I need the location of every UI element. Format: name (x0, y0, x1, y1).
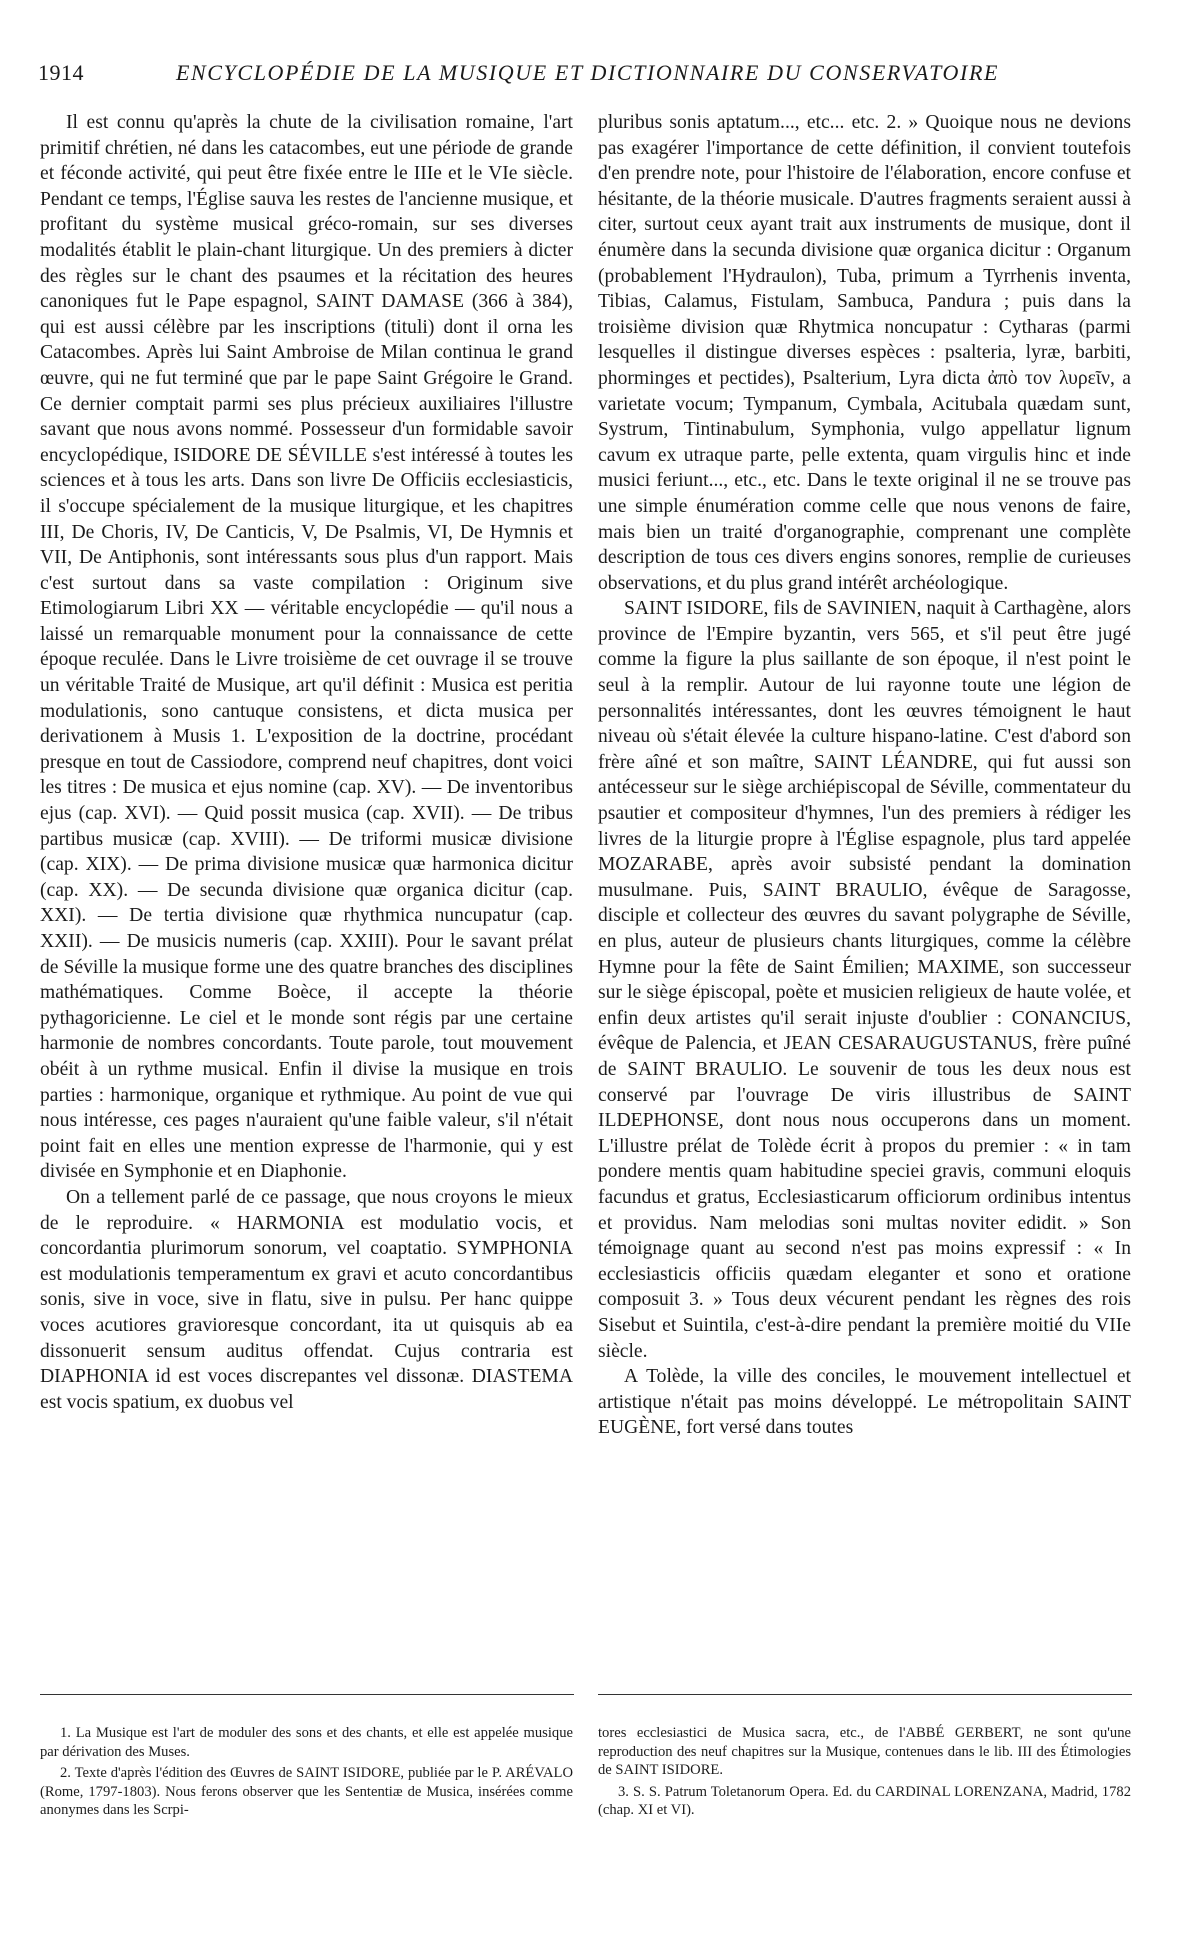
footnotes-left (40, 1724, 573, 1823)
page-number: 1914 (38, 60, 84, 85)
footnote: 3. S. S. Patrum Toletanorum Opera. Ed. du CARDINAL LORENZANA, Madrid, 1782 (chap. XI et VI). (598, 1783, 1131, 1819)
paragraph: Il est connu qu'après la chute de la civilisation romaine, l'art primitif chrétien, né dans les catacombes, eut une période de grande et féconde activité, qui peut être fixée entre le IIIe et le VIe siècle. Pendant ce temps, l'Église sauva les restes de l'ancienne musique, et profitant du système musical gréco-romain, sur ses diverses modalités établit le plain-chant liturgique. Un des premiers à dicter des règles sur le chant des psaumes et la récitation des heures canoniques fut le Pape espagnol, SAINT DAMASE (366 à 384), qui est aussi célèbre par les inscriptions (tituli) dont il orna les Catacombes. Après lui Saint Ambroise de Milan continua le grand œuvre, qui ne fut terminé que par le pape Saint Grégoire le Grand. Ce dernier comptait parmi ses plus précieux auxiliaires l'illustre savant que nous avons nommé. Possesseur d'un formidable savoir encyclopédique, ISIDORE DE SÉVILLE s'est intéressé à toutes les sciences et à tous les arts. Dans son livre De Officiis ecclesiasticis, il s'occupe spécialement de la musique liturgique, et les chapitres III, De Choris, IV, De Canticis, V, De Psalmis, VI, De Hymnis et VII, De Antiphonis, sont intéressants sous plus d'un rapport. Mais c'est surtout dans sa vaste compilation : Originum sive Etimologiarum Libri XX — véritable encyclopédie — qu'il nous a laissé un remarquable monument pour la connaissance de cette époque reculée. Dans le Livre troisième de cet ouvrage il se trouve un véritable Traité de Musique, art qu'il définit : Musica est peritia modulationis, sono cantuque consistens, et dicta musica per derivationem à Musis 1. L'exposition de la doctrine, procédant presque en tout de Cassiodore, comprend neuf chapitres, dont voici les titres : De musica et ejus nomine (cap. XV). — De inventoribus ejus (cap. XVI). — Quid possit musica (cap. XVII). — De tribus partibus musicæ (cap. XVIII). — De triformi musicæ divisione (cap. XIX). — De prima divisione musicæ quæ harmonica dicitur (cap. XX). — De secunda divisione quæ organica dicitur (cap. XXI). — De tertia divisione quæ rhythmica nuncupatur (cap. XXII). — De musicis numeris (cap. XXIII). Pour le savant prélat de Séville la musique forme une des quatre branches des disciplines mathématiques. Comme Boèce, il accepte la théorie pythagoricienne. Le ciel et le monde sont régis par une certaine harmonie de nombres concordants. Toute parole, tout mouvement obéit à un rythme musical. Enfin il divise la musique en trois parties : harmonique, organique et rythmique. Au point de vue qui nous intéresse, ces pages n'auraient qu'une faible valeur, s'il n'était point fait en elles une mention expresse de l'harmonie, qui y est divisée en Symphonie et en Diaphonie. (40, 112, 573, 1183)
footnote: 1. La Musique est l'art de moduler des sons et des chants, et elle est appelée musique par dérivation des Muses. (40, 1725, 573, 1760)
footnote-divider (40, 1694, 574, 1695)
footnote: 2. Texte d'après l'édition des Œuvres de SAINT ISIDORE, publiée par le P. ARÉVALO (Rome, 1797-1803). Nous ferons observer que les Sententiæ de Musica, insérées comme anonymes dans les Scrpi- (40, 1765, 573, 1819)
paragraph: pluribus sonis aptatum..., etc... etc. 2. » Quoique nous ne devions pas exagérer l'importance de cette définition, il convient toutefois d'en prendre note, pour l'histoire de l'élaboration, encore confuse et hésitante, de la théorie musicale. D'autres fragments seraient aussi à citer, surtout ceux ayant trait aux instruments de musique, dont il énumère dans la secunda divisione quæ organica dicitur : Organum (probablement l'Hydraulon), Tuba, primum a Tyrrhenis inventa, Tibias, Calamus, Fistulam, Sambuca, Pandura ; puis dans la troisième division quæ Rhytmica noncupatur : Cytharas (parmi lesquelles il distingue diverses espèces : psalteria, lyræ, barbiti, phorminges et pectides), Psalterium, Lyra dicta ἀπὸ τον λυρεῖν, a varietate vocum; Tympanum, Cymbala, Acitubala quædam sunt, Systrum, Tintinabulum, Symphonia, vulgo appellatur lignum cavum ex utraque parte, pelle extenta, quam virgulis hinc et inde musici feriunt..., etc., etc. Dans le texte original il ne se trouve pas une simple énumération comme celle que nous venons de faire, mais bien un traité d'organographie, comprenant une complète description de tous ces divers engins sonores, remplie de curieuses observations, et du plus grand intérêt archéologique. (598, 112, 1131, 594)
left-column (40, 110, 573, 1415)
paragraph: On a tellement parlé de ce passage, que nous croyons le mieux de le reproduire. « HARMONIA est modulatio vocis, et concordantia plurimorum sonorum, vel coaptatio. SYMPHONIA est modulationis temperamentum ex gravi et acuto concordantibus sonis, sive in voce, sive in flatu, sive in pulsu. Per hanc quippe voces acutiores gravioresque concordant, ita ut quisquis ab ea dissonuerit sensum auditus offendat. Cujus contraria est DIAPHONIA id est voces discrepantes vel dissonæ. DIASTEMA est vocis spatium, ex duobus vel (40, 1186, 573, 1413)
right-column (598, 110, 1131, 1441)
paragraph: A Tolède, la ville des conciles, le mouvement intellectuel et artistique n'était pas moins développé. Le métropolitain SAINT EUGÈNE, fort versé dans toutes (598, 1366, 1131, 1439)
footnote: tores ecclesiastici de Musica sacra, etc., de l'ABBÉ GERBERT, ne sont qu'une reproduction des neuf chapitres sur la Musique, contenues dans le lib. III des Étimologies de SAINT ISIDORE. (598, 1725, 1131, 1779)
running-title: ENCYCLOPÉDIE DE LA MUSIQUE ET DICTIONNAIRE DU CONSERVATOIRE (176, 60, 1000, 85)
footnotes-right (598, 1724, 1131, 1823)
footnote-divider (598, 1694, 1132, 1695)
paragraph: SAINT ISIDORE, fils de SAVINIEN, naquit à Carthagène, alors province de l'Empire byzantin, vers 565, et s'il peut être jugé comme la figure la plus saillante de son époque, il n'est point le seul à la remplir. Autour de lui rayonne toute une légion de personnalités intéressantes, dont les œuvres témoignent le haut niveau où s'était élevée la culture hispano-latine. C'est d'abord son frère aîné et son maître, SAINT LÉANDRE, qui fut aussi son antécesseur sur le siège archiépiscopal de Séville, commentateur du psautier et compositeur d'hymnes, l'un des premiers à rédiger les livres de la liturgie propre à l'Église espagnole, plus tard appelée MOZARABE, après avoir subsisté pendant la domination musulmane. Puis, SAINT BRAULIO, évêque de Saragosse, disciple et collecteur des œuvres du savant polygraphe de Séville, en plus, auteur de plusieurs chants liturgiques, comme la célèbre Hymne pour la fête de Saint Émilien; MAXIME, son successeur sur le siège épiscopal, poète et musicien religieux de haute volée, et enfin deux artistes qu'il serait injuste d'oublier : CONANCIUS, évêque de Palencia, et JEAN CESARAUGUSTANUS, frère puîné de SAINT BRAULIO. Le souvenir de tous les deux nous est conservé par l'ouvrage De viris illustribus de SAINT ILDEPHONSE, dont nous nous occuperons dans un moment. L'illustre prélat de Tolède écrit à propos du premier : « in tam pondere mentis quam habitudine speciei gravis, communi eloquis facundus et gratus, Ecclesiasticarum officiorum ordinibus intentus et providus. Nam melodias soni multas noviter edidit. » Son témoignage quant au second n'est pas moins expressif : « In ecclesiasticis officiis quædam eleganter et sono et oratione composuit 3. » Tous deux vécurent pendant les règnes des rois Sisebut et Suintila, c'est-à-dire pendant la première moitié du VIIe siècle. (598, 598, 1131, 1362)
